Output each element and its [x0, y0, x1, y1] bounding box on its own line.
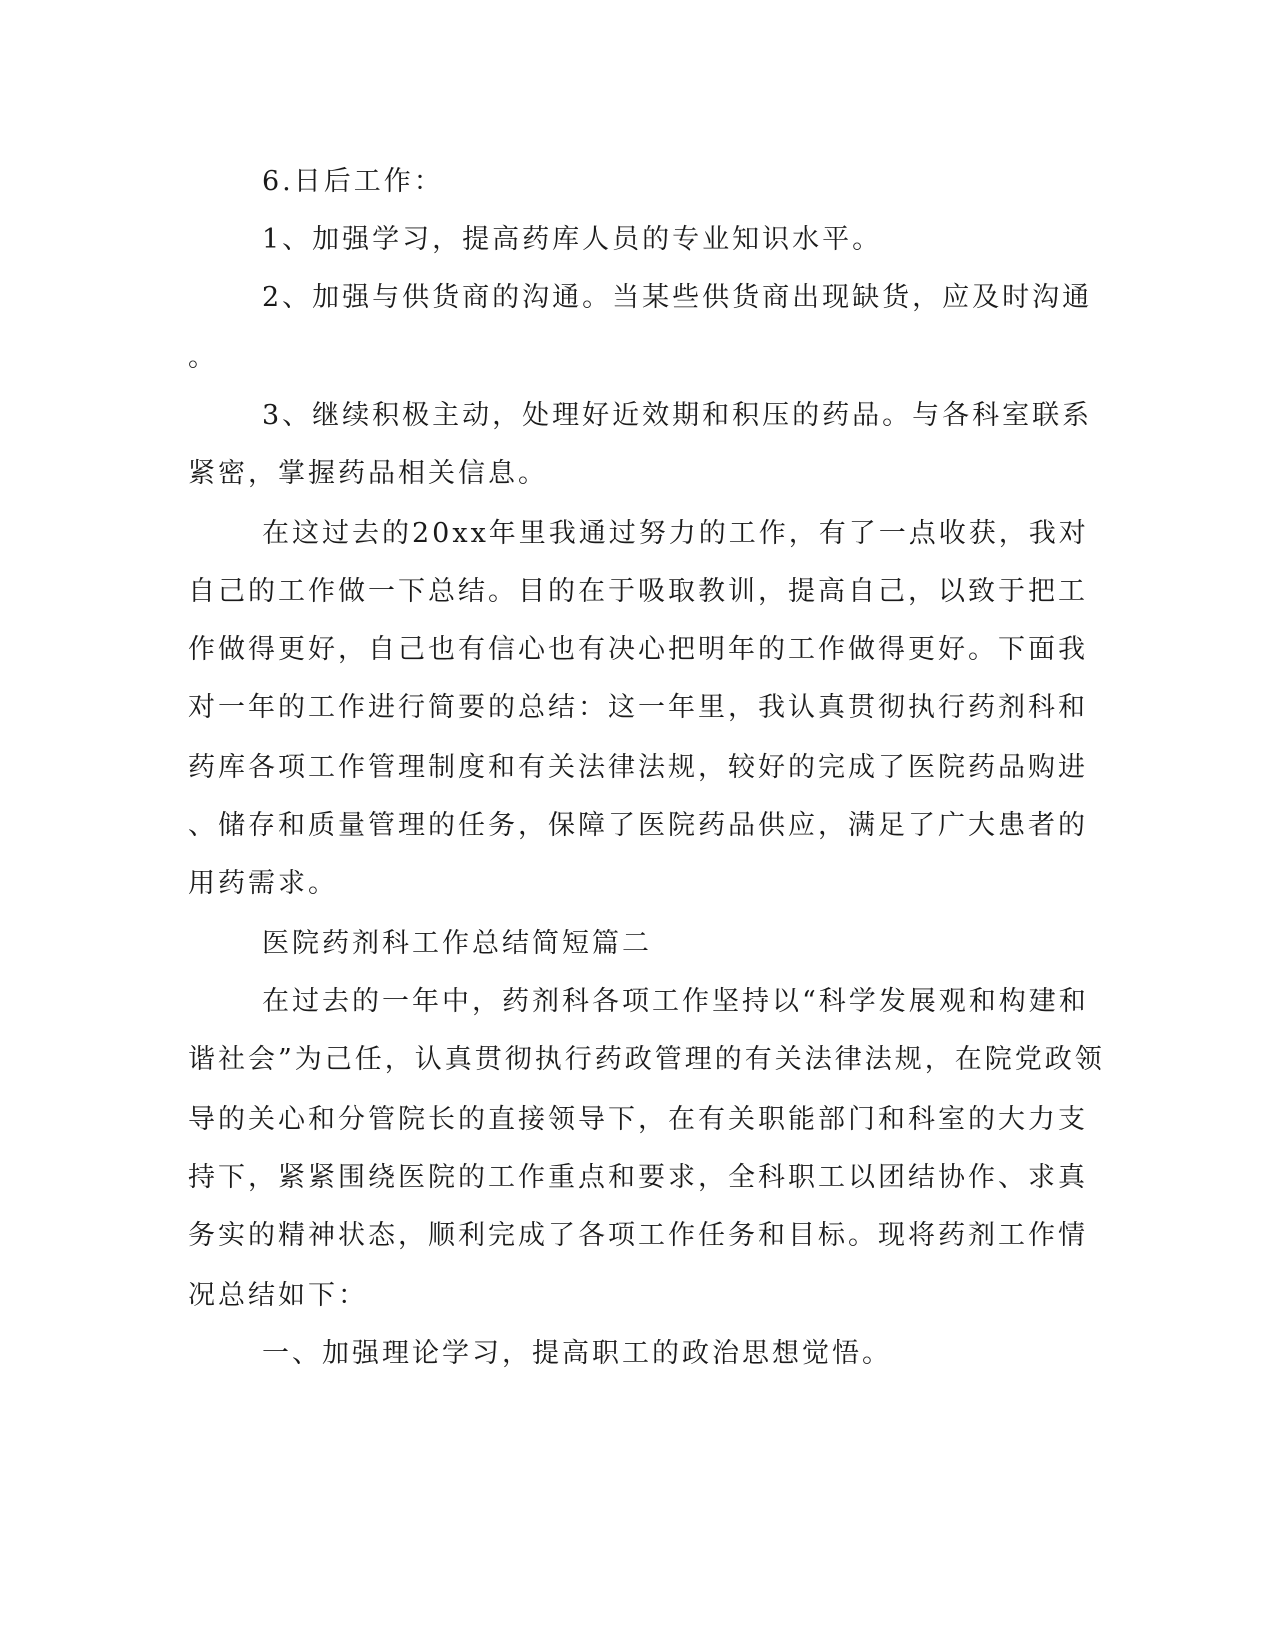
- section-title: 医院药剂科工作总结简短篇二: [262, 928, 652, 959]
- list-item: 3、继续积极主动，处理好近效期和积压的药品。与各科室联系: [262, 400, 1093, 431]
- paragraph-line: 、储存和质量管理的任务，保障了医院药品供应，满足了广大患者的: [188, 810, 1088, 841]
- section-heading: 6.日后工作：: [262, 166, 444, 197]
- paragraph-line: 自己的工作做一下总结。目的在于吸取教训，提高自己，以致于把工: [188, 576, 1088, 607]
- paragraph-line: 作做得更好，自己也有信心也有决心把明年的工作做得更好。下面我: [188, 634, 1088, 665]
- paragraph-line: 药库各项工作管理制度和有关法律法规，较好的完成了医院药品购进: [188, 752, 1088, 783]
- paragraph-line: 务实的精神状态，顺利完成了各项工作任务和目标。现将药剂工作情: [188, 1220, 1088, 1251]
- list-item: 2、加强与供货商的沟通。当某些供货商出现缺货，应及时沟通: [262, 282, 1093, 313]
- list-item: 1、加强学习，提高药库人员的专业知识水平。: [262, 224, 883, 255]
- section-heading: 一、加强理论学习，提高职工的政治思想觉悟。: [262, 1338, 892, 1369]
- paragraph-line: 持下，紧紧围绕医院的工作重点和要求，全科职工以团结协作、求真: [188, 1162, 1088, 1193]
- paragraph-line: 用药需求。: [188, 868, 338, 899]
- paragraph-line: 对一年的工作进行简要的总结：这一年里，我认真贯彻执行药剂科和: [188, 692, 1088, 723]
- paragraph-line: 导的关心和分管院长的直接领导下，在有关职能部门和科室的大力支: [188, 1104, 1088, 1135]
- paragraph-line: 在过去的一年中，药剂科各项工作坚持以“科学发展观和构建和: [262, 986, 1089, 1017]
- paragraph-line: 况总结如下：: [188, 1280, 368, 1311]
- paragraph-line: 谐社会”为己任，认真贯彻执行药政管理的有关法律法规，在院党政领: [188, 1044, 1105, 1075]
- paragraph-line: 在这过去的20xx年里我通过努力的工作，有了一点收获，我对: [262, 518, 1089, 549]
- list-item-continuation: 紧密，掌握药品相关信息。: [188, 458, 548, 489]
- list-item-continuation: 。: [188, 342, 218, 373]
